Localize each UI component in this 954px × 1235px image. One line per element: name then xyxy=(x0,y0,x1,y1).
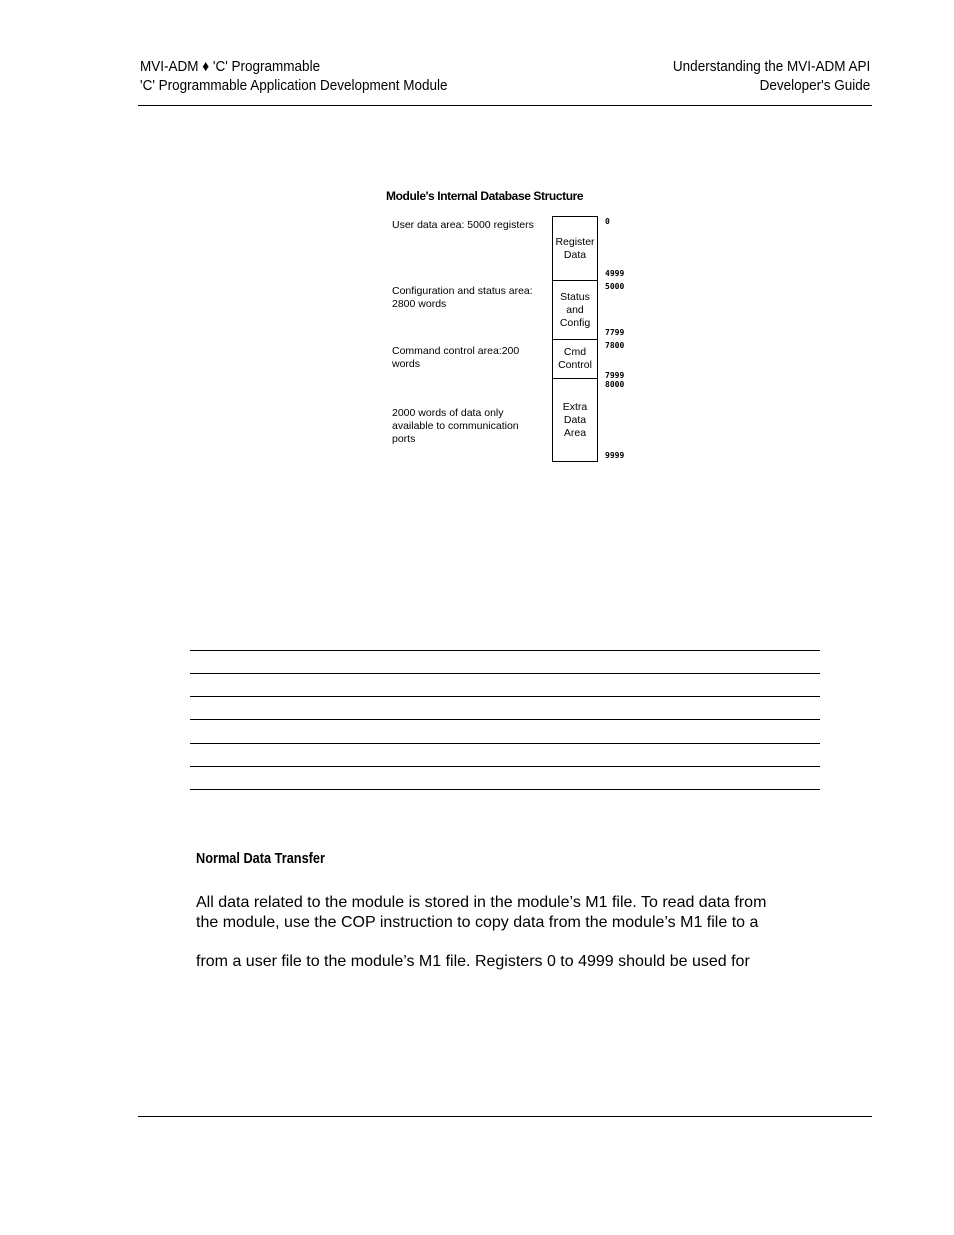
table-rule xyxy=(190,766,820,767)
address-7999: 7999 xyxy=(605,371,625,380)
header-chapter-title: Understanding the MVI-ADM API xyxy=(672,58,870,75)
table-rule xyxy=(190,743,820,744)
footer-rule xyxy=(138,1116,872,1117)
block-extra-data xyxy=(552,378,598,462)
header-rule xyxy=(138,105,872,106)
block-status-config xyxy=(552,280,598,340)
address-5000: 5000 xyxy=(605,282,625,291)
section-description-extra-data: 2000 words of data only available to communication ports xyxy=(392,407,519,445)
body-text-line: the module, use the COP instruction to copy data from the module’s M1 file to a xyxy=(196,914,759,931)
address-9999: 9999 xyxy=(605,451,625,460)
address-7800: 7800 xyxy=(605,341,625,350)
address-4999: 4999 xyxy=(605,269,625,278)
block-command-control-label: Cmd Control xyxy=(558,346,592,371)
block-command-control xyxy=(552,339,598,379)
table-rule xyxy=(190,719,820,720)
table-rule xyxy=(190,650,820,651)
table-rule xyxy=(190,696,820,697)
section-heading: Normal Data Transfer xyxy=(196,850,325,867)
header-left xyxy=(140,57,448,95)
section-description-config-status: Configuration and status area: 2800 words xyxy=(392,285,533,310)
address-7799: 7799 xyxy=(605,328,625,337)
section-description-command-control: Command control area:200 words xyxy=(392,345,520,370)
table-rule xyxy=(190,789,820,790)
header-guide-name: Developer's Guide xyxy=(759,77,870,94)
figure-title: Module's Internal Database Structure xyxy=(386,189,584,203)
header-product-subtitle: 'C' Programmable Application Development Module xyxy=(140,77,448,94)
block-extra-data-label: Extra Data Area xyxy=(562,400,588,439)
block-register-data-label: Register Data xyxy=(555,235,595,261)
header-product-title: MVI-ADM ♦ 'C' Programmable xyxy=(140,58,321,75)
block-register-data xyxy=(552,216,598,281)
body-text-line: from a user file to the module’s M1 file. Registers 0 to 4999 should be used for xyxy=(196,953,750,970)
section-description-user-data: User data area: 5000 registers xyxy=(392,219,534,231)
header-right xyxy=(673,57,870,95)
body-text-line: All data related to the module is stored in the module’s M1 file. To read data from xyxy=(196,894,767,911)
address-8000: 8000 xyxy=(605,380,625,389)
address-0: 0 xyxy=(605,217,610,226)
block-status-config-label: Status and Config xyxy=(559,290,591,329)
table-rule xyxy=(190,673,820,674)
